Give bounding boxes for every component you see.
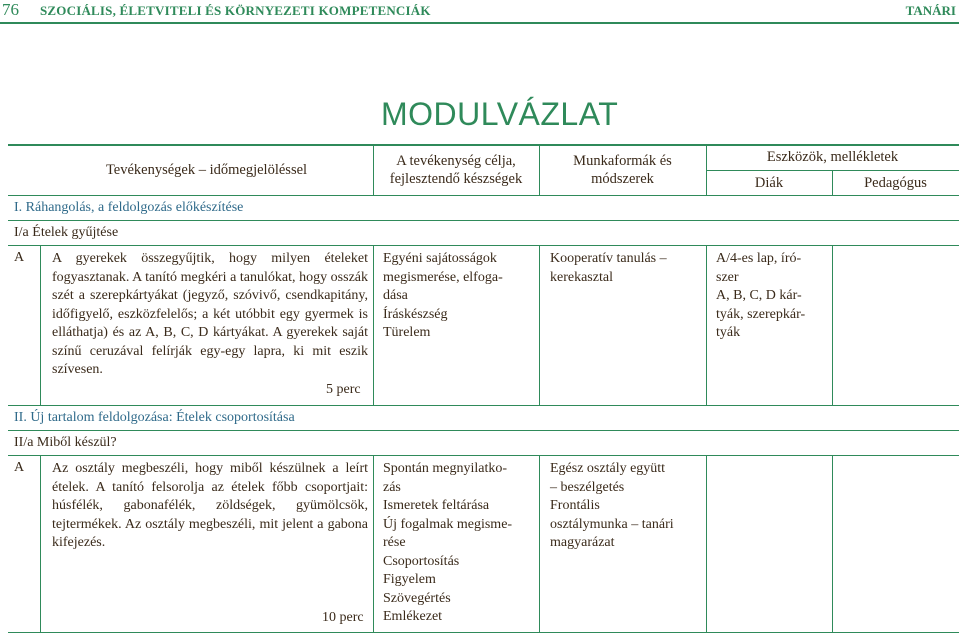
row2-goal-item: Ismeretek feltárása bbox=[383, 498, 490, 513]
row2-goals bbox=[383, 460, 537, 627]
subsection1-divider bbox=[8, 245, 959, 246]
row2-method-item: osztálymunka – tanári bbox=[550, 516, 674, 532]
row1-method-item: kerekasztal bbox=[550, 269, 613, 285]
row1-goal-item: megismerése, elfoga- bbox=[383, 269, 503, 285]
row1-tool-item: A, B, C, D kár- bbox=[716, 288, 802, 303]
header-tools: Eszközök, mellékletek bbox=[766, 149, 899, 165]
row2-letter: A bbox=[14, 460, 25, 475]
row1-goal-item: Íráskészség bbox=[383, 306, 448, 322]
row1-activity-text: A gyerekek összegyűjtik, hogy milyen ételeket fogyasztanak. A tanító megkéri a tanulókat, hogy osszák szét a szerepkártyákat (jegyző, szóvivő, csendkapitány, időfigyelő, eszközfelelős; a két utóbbit egy gyermek is elláthatja) és az A, B, C, D kártyákat. A gyerekek saját színű ceruzával felírják egy-egy lapra, ki mit eszik szívesen. bbox=[52, 251, 368, 377]
header-goal-line1: A tevékenység célja, bbox=[396, 153, 516, 169]
row1-col-divider-2 bbox=[539, 245, 540, 405]
section2-divider bbox=[8, 430, 959, 431]
row1-tool-item: tyák bbox=[716, 325, 741, 340]
header-title: SZOCIÁLIS, ÉLETVITELI ÉS KÖRNYEZETI KOMPETENCIÁK bbox=[40, 3, 431, 18]
row1-col-divider-3 bbox=[706, 245, 707, 405]
row1-tool-item: szer bbox=[716, 269, 739, 285]
row2-methods bbox=[550, 460, 704, 553]
row1-student-tools bbox=[716, 250, 830, 343]
section-title-2: II. Új tartalom feldolgozása: Ételek csoportosítása bbox=[14, 410, 295, 425]
row1-goal-item: Egyéni sajátosságok bbox=[383, 251, 497, 266]
row2-col-divider-2 bbox=[539, 455, 540, 632]
header-right-label: TANÁRI bbox=[905, 3, 956, 18]
header-student: Diák bbox=[754, 175, 784, 191]
header-method-line1: Munkaformák és bbox=[573, 153, 672, 169]
row2-method-item: Egész osztály együtt bbox=[550, 461, 666, 476]
row1-tool-item: tyák, szerepkár- bbox=[716, 306, 806, 322]
row1-goal-item: dása bbox=[383, 288, 408, 303]
header-goal-line2: fejlesztendő készségek bbox=[389, 171, 523, 187]
row1-goals bbox=[383, 250, 537, 343]
header-goal bbox=[373, 152, 539, 188]
row1-tool-item: A/4-es lap, író- bbox=[716, 251, 802, 266]
row2-goal-item: zás bbox=[383, 479, 401, 495]
header-teacher: Pedagógus bbox=[864, 175, 927, 191]
row2-col-divider-4 bbox=[832, 455, 833, 632]
row2-col-divider-3 bbox=[706, 455, 707, 632]
row1-col-divider-0 bbox=[40, 245, 41, 405]
row1-method-item: Kooperatív tanulás – bbox=[550, 251, 667, 266]
page-number: 76 bbox=[2, 0, 19, 19]
row2-goal-item: rése bbox=[383, 535, 406, 550]
row1-letter: A bbox=[14, 250, 25, 265]
page-header bbox=[0, 0, 959, 22]
subsection-title-2a: II/a Miből készül? bbox=[14, 435, 117, 450]
row2-method-item: Frontális bbox=[550, 498, 600, 513]
row2-activity-text: Az osztály megbeszéli, hogy miből készülnek a leírt ételek. A tanító felsorolja az ételek főbb csoportjait: húsfélék, gabonafélék, zöldségek, gyümölcsök, tejtermékek. Az osztály megbeszéli, mit jelent a gabona kifejezés. bbox=[52, 461, 368, 550]
subsection2-divider bbox=[8, 455, 959, 456]
header-activities: Tevékenységek – időmegjelöléssel bbox=[105, 162, 308, 178]
table-bottom-border bbox=[8, 632, 959, 633]
row1-col-divider-1 bbox=[373, 245, 374, 405]
row2-col-divider-0 bbox=[40, 455, 41, 632]
section-title-1: I. Ráhangolás, a feldolgozás előkészítése bbox=[14, 200, 244, 215]
row2-method-item: magyarázat bbox=[550, 535, 615, 550]
row2-goal-item: Emlékezet bbox=[383, 609, 443, 624]
header-method-line2: módszerek bbox=[591, 171, 654, 187]
header-bottom-border bbox=[8, 195, 959, 196]
row2-time: 10 perc bbox=[322, 610, 364, 625]
subsection-title-1a: I/a Ételek gyűjtése bbox=[14, 225, 119, 240]
header-method bbox=[539, 152, 706, 188]
row1-col-divider-4 bbox=[832, 245, 833, 405]
row2-goal-item: Spontán megnyilatko- bbox=[383, 461, 508, 476]
row2-col-divider-1 bbox=[373, 455, 374, 632]
header-divider bbox=[0, 22, 959, 24]
row1-time: 5 perc bbox=[326, 382, 361, 397]
row1-bottom-border bbox=[8, 405, 959, 406]
row1-methods bbox=[550, 250, 704, 287]
section1-divider bbox=[8, 220, 959, 221]
row2-method-item: – beszélgetés bbox=[550, 479, 625, 495]
row2-goal-item: Új fogalmak megisme- bbox=[383, 516, 513, 532]
row2-goal-item: Figyelem bbox=[383, 572, 436, 587]
row1-goal-item: Türelem bbox=[383, 325, 431, 340]
table-top-border bbox=[8, 144, 959, 146]
row2-goal-item: Csoportosítás bbox=[383, 553, 460, 569]
row2-goal-item: Szövegértés bbox=[383, 590, 451, 606]
page-title: MODULVÁZLAT bbox=[381, 96, 619, 132]
